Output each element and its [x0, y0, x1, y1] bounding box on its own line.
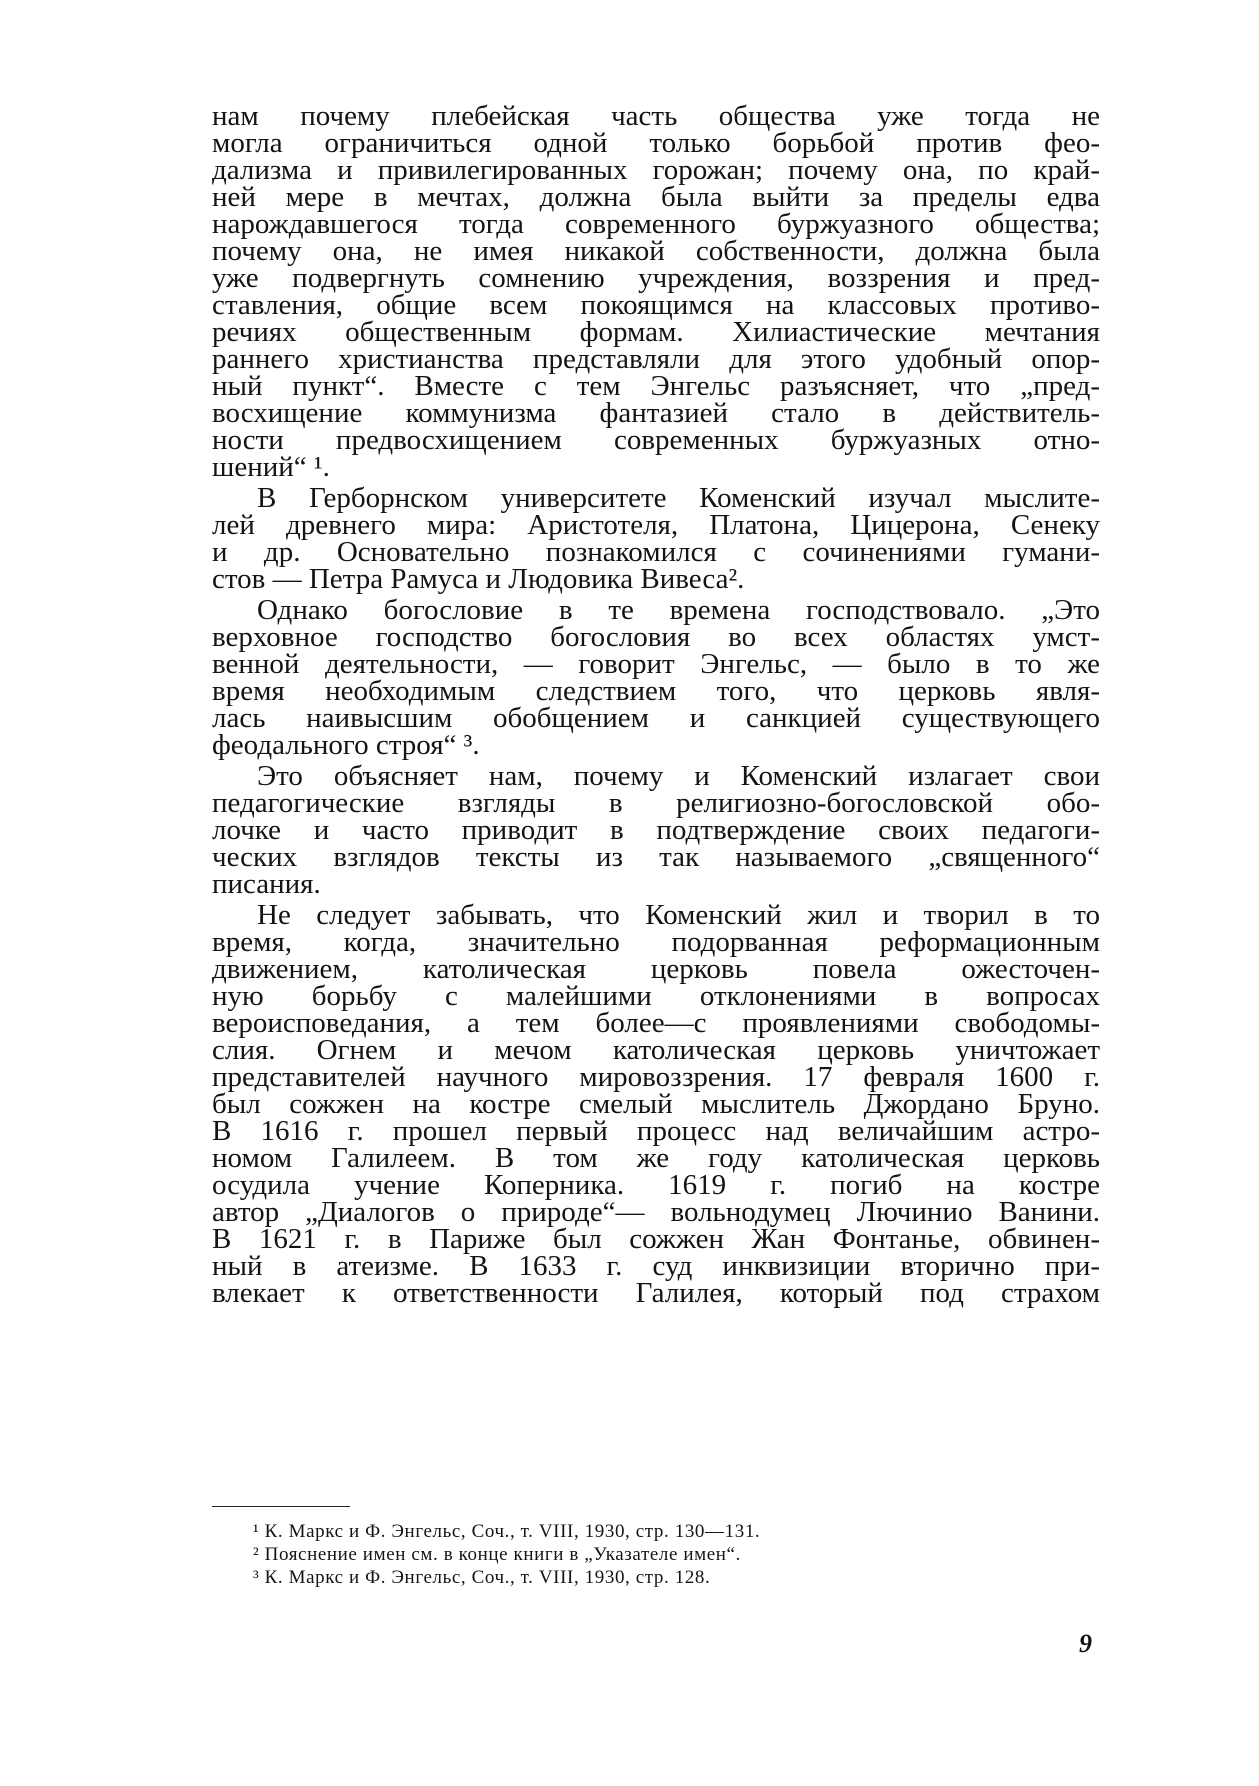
text-line: ческих взглядов тексты из так называемого „священного“ — [212, 841, 1100, 873]
text-line: лась наивысшим обобщением и санкцией существующего — [212, 702, 1100, 734]
text-line: стов — Петра Рамуса и Людовика Вивеса². — [212, 563, 745, 595]
footnote: ² Пояснение имен см. в конце книги в „Указателе имен“. — [253, 1544, 741, 1565]
text-line: дализма и привилегированных горожан; почему она, по край- — [212, 154, 1100, 186]
text-line: лочке и часто приводит в подтверждение своих педагоги- — [212, 814, 1100, 846]
text-line: шений“ ¹. — [212, 451, 330, 483]
text-line: педагогические взгляды в религиозно-богословской обо- — [212, 787, 1100, 819]
text-line: время необходимым следствием того, что церковь явля- — [212, 675, 1100, 707]
text-line: ную борьбу с малейшими отклонениями в вопросах — [212, 980, 1100, 1012]
page-number: 9 — [1079, 1629, 1092, 1658]
text-line: слия. Огнем и мечом католическая церковь уничтожает — [212, 1034, 1100, 1066]
text-line: могла ограничиться одной только борьбой против фео- — [212, 127, 1100, 159]
text-line: осудила учение Коперника. 1619 г. погиб на костре — [212, 1169, 1100, 1201]
text-line: ный пункт“. Вместе с тем Энгельс разъясняет, что „пред- — [212, 370, 1100, 402]
text-line: речиях общественным формам. Хилиастические мечтания — [212, 316, 1100, 348]
text-line: В 1616 г. прошел первый процесс над величайшим астро- — [212, 1115, 1100, 1147]
text-line: восхищение коммунизма фантазией стало в действитель- — [212, 397, 1100, 429]
footnote: ¹ К. Маркс и Ф. Энгельс, Соч., т. VIII, 1930, стр. 130—131. — [253, 1521, 761, 1542]
text-line: движением, католическая церковь повела ожесточен- — [212, 953, 1100, 985]
text-line: верховное господство богословия во всех областях умст- — [212, 621, 1100, 653]
text-line: представителей научного мировоззрения. 17 февраля 1600 г. — [212, 1061, 1100, 1093]
text-line: лей древнего мира: Аристотеля, Платона, Цицерона, Сенеку — [212, 509, 1100, 541]
text-line: В Герборнском университете Коменский изучал мыслите- — [257, 482, 1100, 514]
text-line: раннего христианства представляли для этого удобный опор- — [212, 343, 1100, 375]
text-line: время, когда, значительно подорванная реформационным — [212, 926, 1100, 958]
text-line: ный в атеизме. В 1633 г. суд инквизиции вторично при- — [212, 1250, 1100, 1282]
text-line: был сожжен на костре смелый мыслитель Джордано Бруно. — [212, 1088, 1100, 1120]
text-line: влекает к ответственности Галилея, который под страхом — [212, 1277, 1100, 1309]
text-line: Не следует забывать, что Коменский жил и творил в то — [257, 899, 1100, 931]
text-line: нам почему плебейская часть общества уже тогда не — [212, 100, 1100, 132]
text-line: номом Галилеем. В том же году католическая церковь — [212, 1142, 1100, 1174]
text-line: и др. Основательно познакомился с сочинениями гумани- — [212, 536, 1100, 568]
text-line: автор „Диалогов о природе“— вольнодумец Лючинио Ванини. — [212, 1196, 1100, 1228]
text-line: уже подвергнуть сомнению учреждения, воззрения и пред- — [212, 262, 1100, 294]
text-line: В 1621 г. в Париже был сожжен Жан Фонтанье, обвинен- — [212, 1223, 1100, 1255]
text-line: венной деятельности, — говорит Энгельс, — было в то же — [212, 648, 1100, 680]
text-line: Однако богословие в те времена господствовало. „Это — [257, 594, 1100, 626]
footnote: ³ К. Маркс и Ф. Энгельс, Соч., т. VIII, 1930, стр. 128. — [253, 1567, 711, 1588]
text-line: ставления, общие всем покоящимся на классовых противо- — [212, 289, 1100, 321]
text-line: почему она, не имея никакой собственности, должна была — [212, 235, 1100, 267]
text-line: вероисповедания, а тем более—с проявлениями свободомы- — [212, 1007, 1100, 1039]
text-line: нарождавшегося тогда современного буржуазного общества; — [212, 208, 1100, 240]
text-line: феодального строя“ ³. — [212, 729, 480, 761]
text-line: ней мере в мечтах, должна была выйти за пределы едва — [212, 181, 1100, 213]
text-line: писания. — [212, 868, 321, 900]
text-line: ности предвосхищением современных буржуазных отно- — [212, 424, 1100, 456]
footnote-divider — [212, 1506, 350, 1507]
text-line: Это объясняет нам, почему и Коменский излагает свои — [257, 760, 1100, 792]
